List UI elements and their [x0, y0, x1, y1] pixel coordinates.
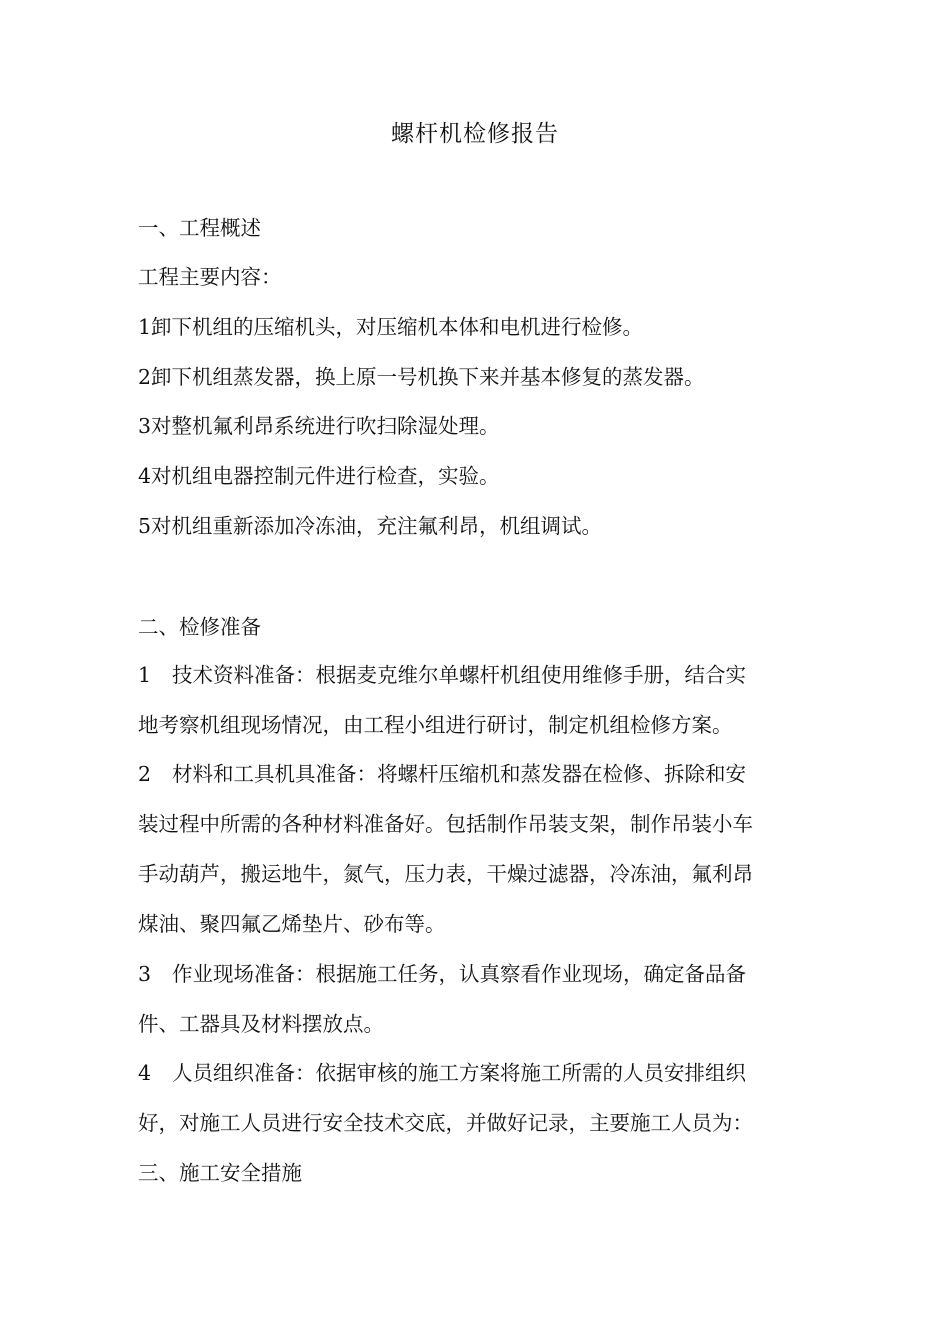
- prep-para-3-text-1: 作业现场准备：根据施工任务，认真察看作业现场，确定备品备: [172, 962, 746, 986]
- prep-para-1-number: 1: [138, 663, 152, 687]
- prep-para-3-number: 3: [138, 962, 152, 986]
- prep-para-2-number: 2: [138, 762, 152, 786]
- section-heading-preparation: 二、检修准备: [138, 615, 261, 639]
- prep-para-2-line-3: 手动葫芦，搬运地牛，氮气，压力表，干燥过滤器，冷冻油，氟利昂: [138, 862, 753, 886]
- prep-para-1-text-1: 技术资料准备：根据麦克维尔单螺杆机组使用维修手册，结合实: [172, 663, 746, 687]
- overview-item-4: 4对机组电器控制元件进行检查，实验。: [138, 464, 500, 488]
- prep-para-2-line-1: [138, 759, 818, 789]
- prep-para-1-line-2: 地考察机组现场情况，由工程小组进行研讨，制定机组检修方案。: [138, 713, 733, 737]
- prep-para-2-line-4: 煤油、聚四氟乙烯垫片、砂布等。: [138, 912, 446, 936]
- overview-item-2: 2卸下机组蒸发器，换上原一号机换下来并基本修复的蒸发器。: [138, 365, 705, 389]
- overview-item-1: 1卸下机组的压缩机头，对压缩机本体和电机进行检修。: [138, 315, 644, 339]
- section-heading-overview: 一、工程概述: [138, 216, 261, 240]
- prep-para-3-line-2: 件、工器具及材料摆放点。: [138, 1012, 384, 1036]
- prep-para-1-line-1: [138, 660, 818, 690]
- prep-para-3-line-1: [138, 959, 818, 989]
- prep-para-4-text-1: 人员组织准备：依据审核的施工方案将施工所需的人员安排组织: [172, 1061, 746, 1085]
- overview-item-5: 5对机组重新添加冷冻油，充注氟利昂，机组调试。: [138, 514, 603, 538]
- prep-para-2-text-1: 材料和工具机具准备：将螺杆压缩机和蒸发器在检修、拆除和安: [172, 762, 746, 786]
- prep-para-2-line-2: 装过程中所需的各种材料准备好。包括制作吊装支架，制作吊装小车: [138, 812, 753, 836]
- document-title: 螺杆机检修报告: [391, 121, 559, 147]
- prep-para-4-number: 4: [138, 1061, 152, 1085]
- overview-item-3: 3对整机氟利昂系统进行吹扫除湿处理。: [138, 414, 500, 438]
- prep-para-4-line-1: [138, 1058, 818, 1088]
- prep-para-4-line-2: 好，对施工人员进行安全技术交底，并做好记录，主要施工人员为：: [138, 1111, 753, 1135]
- section-heading-safety: 三、施工安全措施: [138, 1161, 302, 1185]
- overview-intro: 工程主要内容：: [138, 265, 282, 289]
